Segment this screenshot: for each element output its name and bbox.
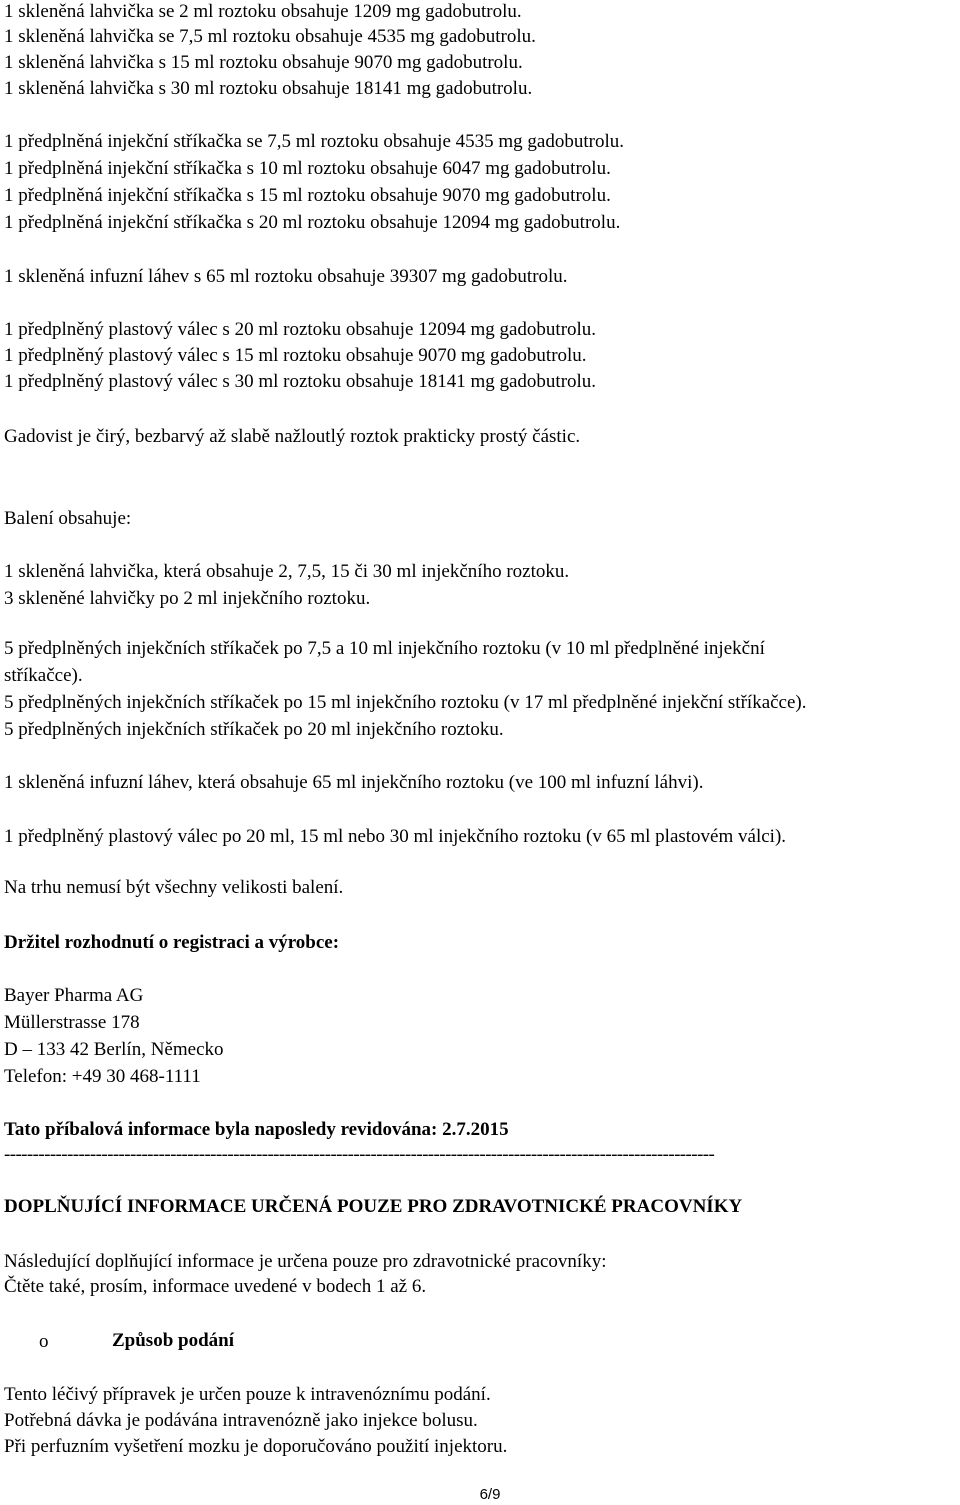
hcp-heading: DOPLŇUJÍCÍ INFORMACE URČENÁ POUZE PRO ZDRAVOTNICKÉ PRACOVNÍKY: [4, 1196, 743, 1217]
packaging-note: Na trhu nemusí být všechny velikosti balení.: [4, 877, 344, 898]
cartridge-line: 1 předplněný plastový válec s 30 ml roztoku obsahuje 18141 mg gadobutrolu.: [4, 371, 597, 392]
packaging-line: stříkačce).: [4, 665, 83, 686]
packaging-heading: Balení obsahuje:: [4, 508, 132, 529]
vial-line: 1 skleněná lahvička s 15 ml roztoku obsahuje 9070 mg gadobutrolu.: [4, 52, 523, 73]
packaging-line: 1 skleněná lahvička, která obsahuje 2, 7,5, 15 či 30 ml injekčního roztoku.: [4, 561, 570, 582]
packaging-line: 5 předplněných injekčních stříkaček po 15 ml injekčního roztoku (v 17 ml předplněné injekční stříkačce).: [4, 692, 807, 713]
packaging-line: 3 skleněné lahvičky po 2 ml injekčního roztoku.: [4, 588, 371, 609]
separator-line: ----------------------------------------------------------------------------------------------------------------------------: [4, 1144, 715, 1165]
appearance-text: Gadovist je čirý, bezbarvý až slabě nažloutlý roztok prakticky prostý částic.: [4, 426, 581, 447]
list-bullet: o: [39, 1331, 49, 1352]
hcp-intro: Čtěte také, prosím, informace uvedené v bodech 1 až 6.: [4, 1276, 427, 1297]
vial-line: 1 skleněná lahvička se 7,5 ml roztoku obsahuje 4535 mg gadobutrolu.: [4, 26, 536, 47]
holder-street: Müllerstrasse 178: [4, 1012, 140, 1033]
holder-name: Bayer Pharma AG: [4, 985, 144, 1006]
hcp-text: Při perfuzním vyšetření mozku je doporučováno použití injektoru.: [4, 1436, 508, 1457]
holder-city: D – 133 42 Berlín, Německo: [4, 1039, 224, 1060]
syringe-line: 1 předplněná injekční stříkačka s 10 ml roztoku obsahuje 6047 mg gadobutrolu.: [4, 158, 611, 179]
hcp-text: Potřebná dávka je podávána intravenózně jako injekce bolusu.: [4, 1410, 478, 1431]
infusion-bottle-line: 1 skleněná infuzní láhev s 65 ml roztoku obsahuje 39307 mg gadobutrolu.: [4, 266, 568, 287]
packaging-line: 5 předplněných injekčních stříkaček po 7,5 a 10 ml injekčního roztoku (v 10 ml předplněné injekční: [4, 638, 765, 659]
vial-line: 1 skleněná lahvička se 2 ml roztoku obsahuje 1209 mg gadobutrolu.: [4, 1, 522, 22]
hcp-text: Tento léčivý přípravek je určen pouze k intravenóznímu podání.: [4, 1384, 491, 1405]
hcp-intro: Následující doplňující informace je určena pouze pro zdravotnické pracovníky:: [4, 1251, 607, 1272]
holder-heading: Držitel rozhodnutí o registraci a výrobce:: [4, 932, 340, 953]
section-title: Způsob podání: [112, 1330, 234, 1351]
syringe-line: 1 předplněná injekční stříkačka s 15 ml roztoku obsahuje 9070 mg gadobutrolu.: [4, 185, 611, 206]
packaging-line: 1 předplněný plastový válec po 20 ml, 15 ml nebo 30 ml injekčního roztoku (v 65 ml plastovém válci).: [4, 826, 787, 847]
cartridge-line: 1 předplněný plastový válec s 20 ml roztoku obsahuje 12094 mg gadobutrolu.: [4, 319, 597, 340]
syringe-line: 1 předplněná injekční stříkačka s 20 ml roztoku obsahuje 12094 mg gadobutrolu.: [4, 212, 621, 233]
holder-phone: Telefon: +49 30 468-1111: [4, 1066, 201, 1087]
cartridge-line: 1 předplněný plastový válec s 15 ml roztoku obsahuje 9070 mg gadobutrolu.: [4, 345, 587, 366]
page-number: 6/9: [479, 1486, 501, 1503]
vial-line: 1 skleněná lahvička s 30 ml roztoku obsahuje 18141 mg gadobutrolu.: [4, 78, 533, 99]
syringe-line: 1 předplněná injekční stříkačka se 7,5 ml roztoku obsahuje 4535 mg gadobutrolu.: [4, 131, 624, 152]
packaging-line: 1 skleněná infuzní láhev, která obsahuje 65 ml injekčního roztoku (ve 100 ml infuzní láhvi).: [4, 772, 704, 793]
packaging-line: 5 předplněných injekčních stříkaček po 20 ml injekčního roztoku.: [4, 719, 504, 740]
revision-date: Tato příbalová informace byla naposledy revidována: 2.7.2015: [4, 1119, 509, 1140]
